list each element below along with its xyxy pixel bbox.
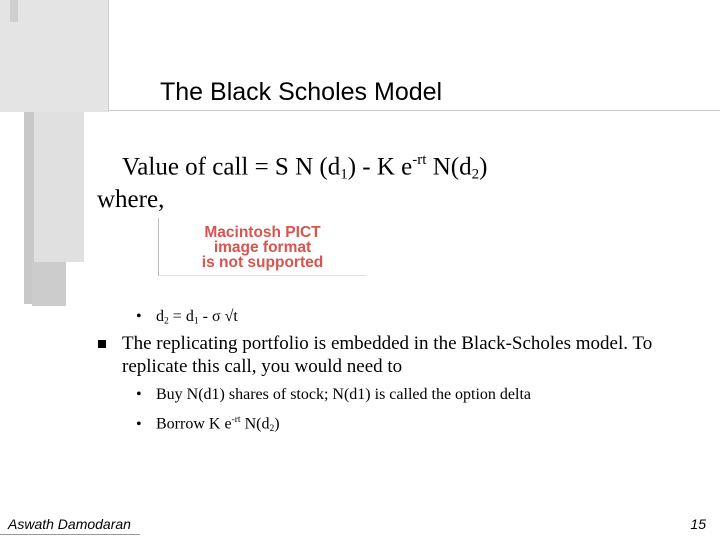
footer-divider xyxy=(0,534,140,535)
where-label: where, xyxy=(97,186,165,213)
unsupported-image-placeholder: Macintosh PICT image format is not supported xyxy=(158,218,366,276)
footer-author: Aswath Damodaran xyxy=(8,516,131,532)
bullet-icon: • xyxy=(136,308,142,325)
buy-shares-bullet: • Buy N(d1) shares of stock; N(d1) is called the option delta xyxy=(136,386,532,403)
bullet-icon: • xyxy=(136,386,142,403)
d2-formula-bullet: • $d_2 = d_1 - \sigma$ √t xyxy=(136,308,238,327)
page-number: 15 xyxy=(690,516,706,532)
title-divider-vertical xyxy=(108,0,109,112)
decor-bar xyxy=(10,0,18,22)
square-bullet-icon xyxy=(98,340,106,348)
slide-title: The Black Scholes Model xyxy=(160,78,443,106)
title-divider xyxy=(108,110,720,111)
call-value-formula: Value of call = S N $(d_1)$ - K $e^{-rt}$ $N(d_2)$ xyxy=(122,152,488,183)
decor-bar xyxy=(32,262,66,306)
bullet-icon: • xyxy=(136,415,142,433)
borrow-bullet: • Borrow K $e^{-rt}$ $N(d_2)$ xyxy=(136,414,280,435)
